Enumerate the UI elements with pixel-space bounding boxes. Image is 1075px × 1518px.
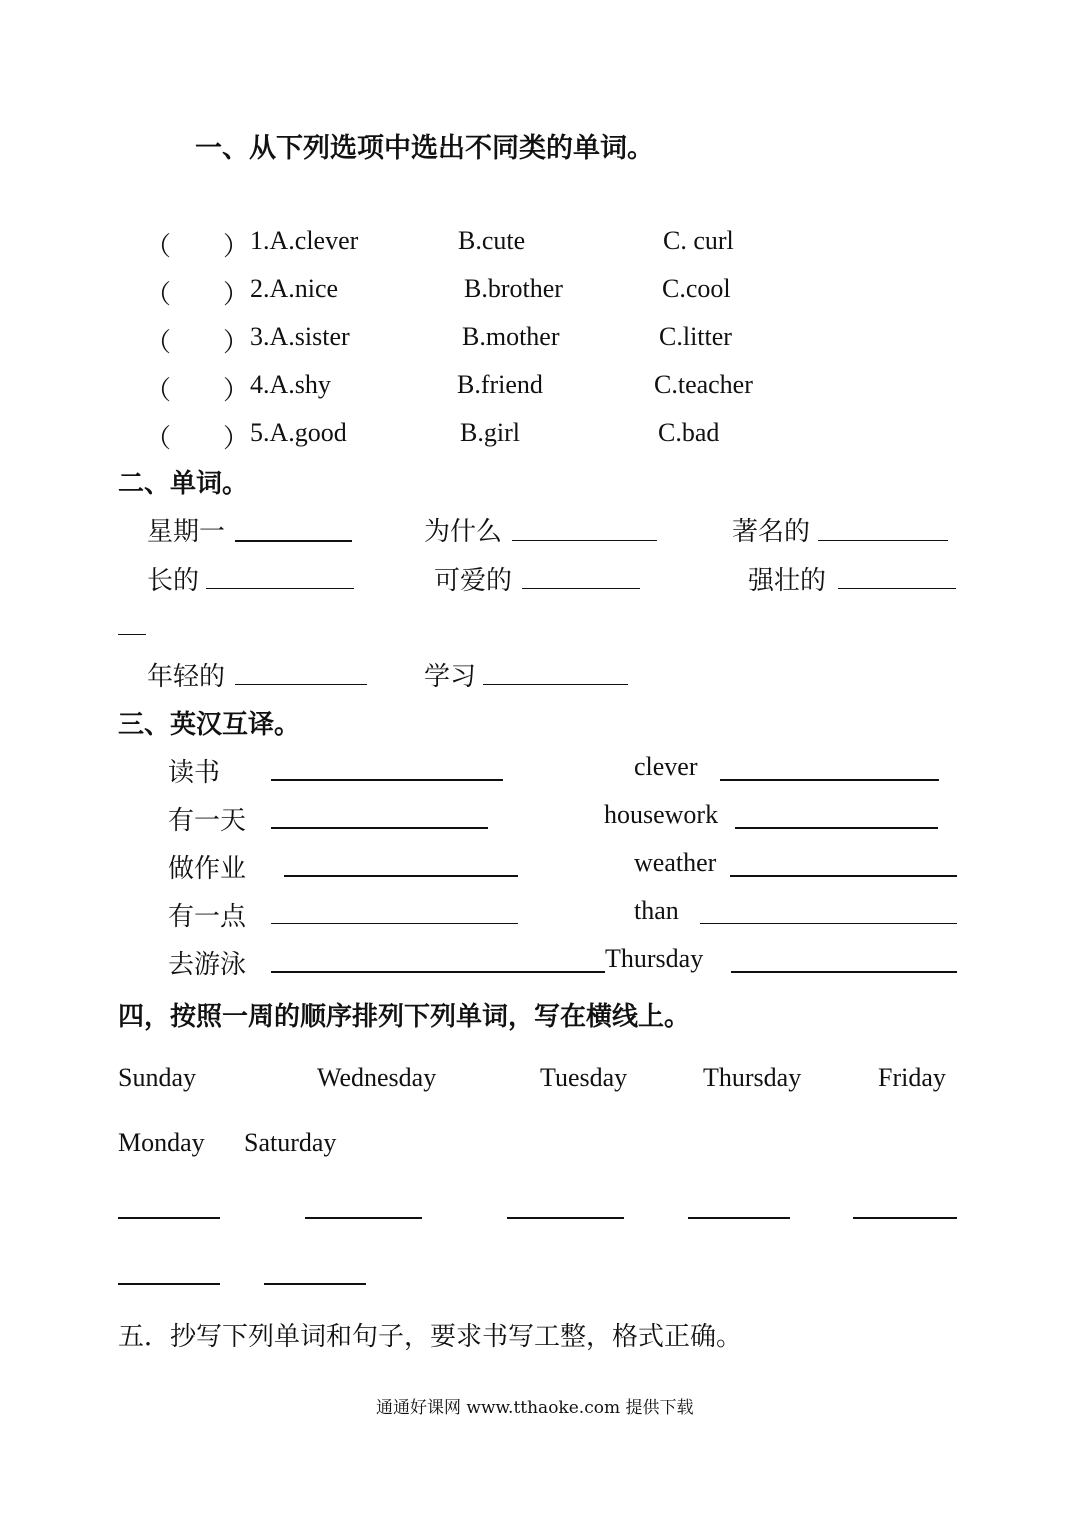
answer-line-cute[interactable] bbox=[522, 588, 640, 589]
order-line-7[interactable] bbox=[264, 1283, 366, 1285]
q5-paren[interactable]: （ ） bbox=[145, 424, 250, 453]
section-4-title: 四，按照一周的顺序排列下列单词，写在横线上。 bbox=[118, 1002, 691, 1032]
q4-option-c: C.teacher bbox=[654, 370, 753, 399]
q4-option-a: 4.A.shy bbox=[250, 370, 331, 399]
q2-option-a: 2.A.nice bbox=[250, 274, 339, 303]
q4-option-b: B.friend bbox=[457, 370, 543, 399]
order-line-5[interactable] bbox=[853, 1217, 957, 1219]
word-study-cn: 学习 bbox=[424, 662, 477, 692]
section-3-title: 三、英汉互译。 bbox=[118, 710, 301, 740]
translate-en-2: housework bbox=[604, 800, 719, 829]
q2-option-c: C.cool bbox=[662, 274, 731, 303]
day-word-6: Monday bbox=[118, 1128, 205, 1157]
order-line-1[interactable] bbox=[118, 1217, 220, 1219]
answer-line-why[interactable] bbox=[512, 540, 657, 541]
q2-option-b: B.brother bbox=[464, 274, 563, 303]
q1-option-b: B.cute bbox=[458, 226, 526, 255]
translate-cn-4: 有一点 bbox=[168, 902, 247, 932]
answer-line-famous[interactable] bbox=[818, 540, 948, 541]
answer-line-translate-cn-3[interactable] bbox=[284, 875, 518, 877]
translate-cn-2: 有一天 bbox=[168, 806, 247, 836]
answer-line-translate-en-1[interactable] bbox=[720, 779, 939, 781]
q2-paren[interactable]: （ ） bbox=[145, 280, 250, 309]
section-5-title: 五．抄写下列单词和句子，要求书写工整，格式正确。 bbox=[118, 1322, 743, 1352]
day-word-4: Thursday bbox=[703, 1063, 802, 1092]
word-strong-cn: 强壮的 bbox=[748, 566, 827, 596]
translate-cn-3: 做作业 bbox=[168, 854, 247, 884]
q1-option-a: 1.A.clever bbox=[250, 226, 359, 255]
q5-option-b: B.girl bbox=[460, 418, 520, 447]
word-cute-cn: 可爱的 bbox=[434, 566, 513, 596]
answer-line-translate-cn-4[interactable] bbox=[271, 923, 518, 924]
q5-option-c: C.bad bbox=[658, 418, 720, 447]
translate-cn-1: 读书 bbox=[168, 758, 221, 788]
answer-line-strong[interactable] bbox=[838, 588, 956, 589]
q5-option-a: 5.A.good bbox=[250, 418, 347, 447]
answer-line-translate-en-2[interactable] bbox=[735, 827, 938, 829]
word-famous-cn: 著名的 bbox=[732, 517, 811, 547]
word-monday-cn: 星期一 bbox=[147, 517, 226, 547]
answer-line-translate-cn-2[interactable] bbox=[271, 827, 488, 829]
day-word-5: Friday bbox=[878, 1063, 946, 1092]
order-line-6[interactable] bbox=[118, 1283, 220, 1285]
translate-en-1: clever bbox=[634, 752, 698, 781]
q3-option-c: C.litter bbox=[659, 322, 732, 351]
day-word-7: Saturday bbox=[244, 1128, 337, 1157]
q1-paren[interactable]: （ ） bbox=[145, 232, 250, 261]
q3-option-a: 3.A.sister bbox=[250, 322, 350, 351]
word-why-cn: 为什么 bbox=[424, 517, 503, 547]
answer-line-translate-cn-5[interactable] bbox=[271, 971, 605, 973]
translate-en-5: Thursday bbox=[605, 944, 704, 973]
day-word-3: Tuesday bbox=[540, 1063, 628, 1092]
q3-option-b: B.mother bbox=[462, 322, 560, 351]
word-long-cn: 长的 bbox=[147, 566, 200, 596]
answer-line-translate-en-4[interactable] bbox=[700, 923, 957, 924]
answer-line-strong-wrap[interactable] bbox=[118, 634, 146, 635]
day-word-2: Wednesday bbox=[317, 1063, 437, 1092]
q1-option-c: C. curl bbox=[663, 226, 734, 255]
answer-line-long[interactable] bbox=[206, 588, 354, 589]
translate-en-4: than bbox=[634, 896, 679, 925]
order-line-2[interactable] bbox=[305, 1217, 422, 1219]
q3-paren[interactable]: （ ） bbox=[145, 328, 250, 357]
translate-en-3: weather bbox=[634, 848, 717, 877]
translate-cn-5: 去游泳 bbox=[168, 950, 247, 980]
answer-line-monday[interactable] bbox=[235, 540, 352, 542]
answer-line-translate-en-5[interactable] bbox=[731, 971, 957, 973]
footer-text: 通通好课网 www.tthaoke.com 提供下载 bbox=[376, 1398, 694, 1418]
word-young-cn: 年轻的 bbox=[147, 662, 226, 692]
section-2-title: 二、单词。 bbox=[118, 469, 249, 499]
answer-line-young[interactable] bbox=[235, 684, 367, 685]
order-line-4[interactable] bbox=[688, 1217, 790, 1219]
answer-line-translate-en-3[interactable] bbox=[730, 875, 957, 877]
answer-line-study[interactable] bbox=[483, 684, 628, 685]
q4-paren[interactable]: （ ） bbox=[145, 376, 250, 405]
order-line-3[interactable] bbox=[507, 1217, 624, 1219]
answer-line-translate-cn-1[interactable] bbox=[271, 779, 503, 781]
section-1-title: 一、从下列选项中选出不同类的单词。 bbox=[195, 133, 654, 164]
day-word-1: Sunday bbox=[118, 1063, 196, 1092]
